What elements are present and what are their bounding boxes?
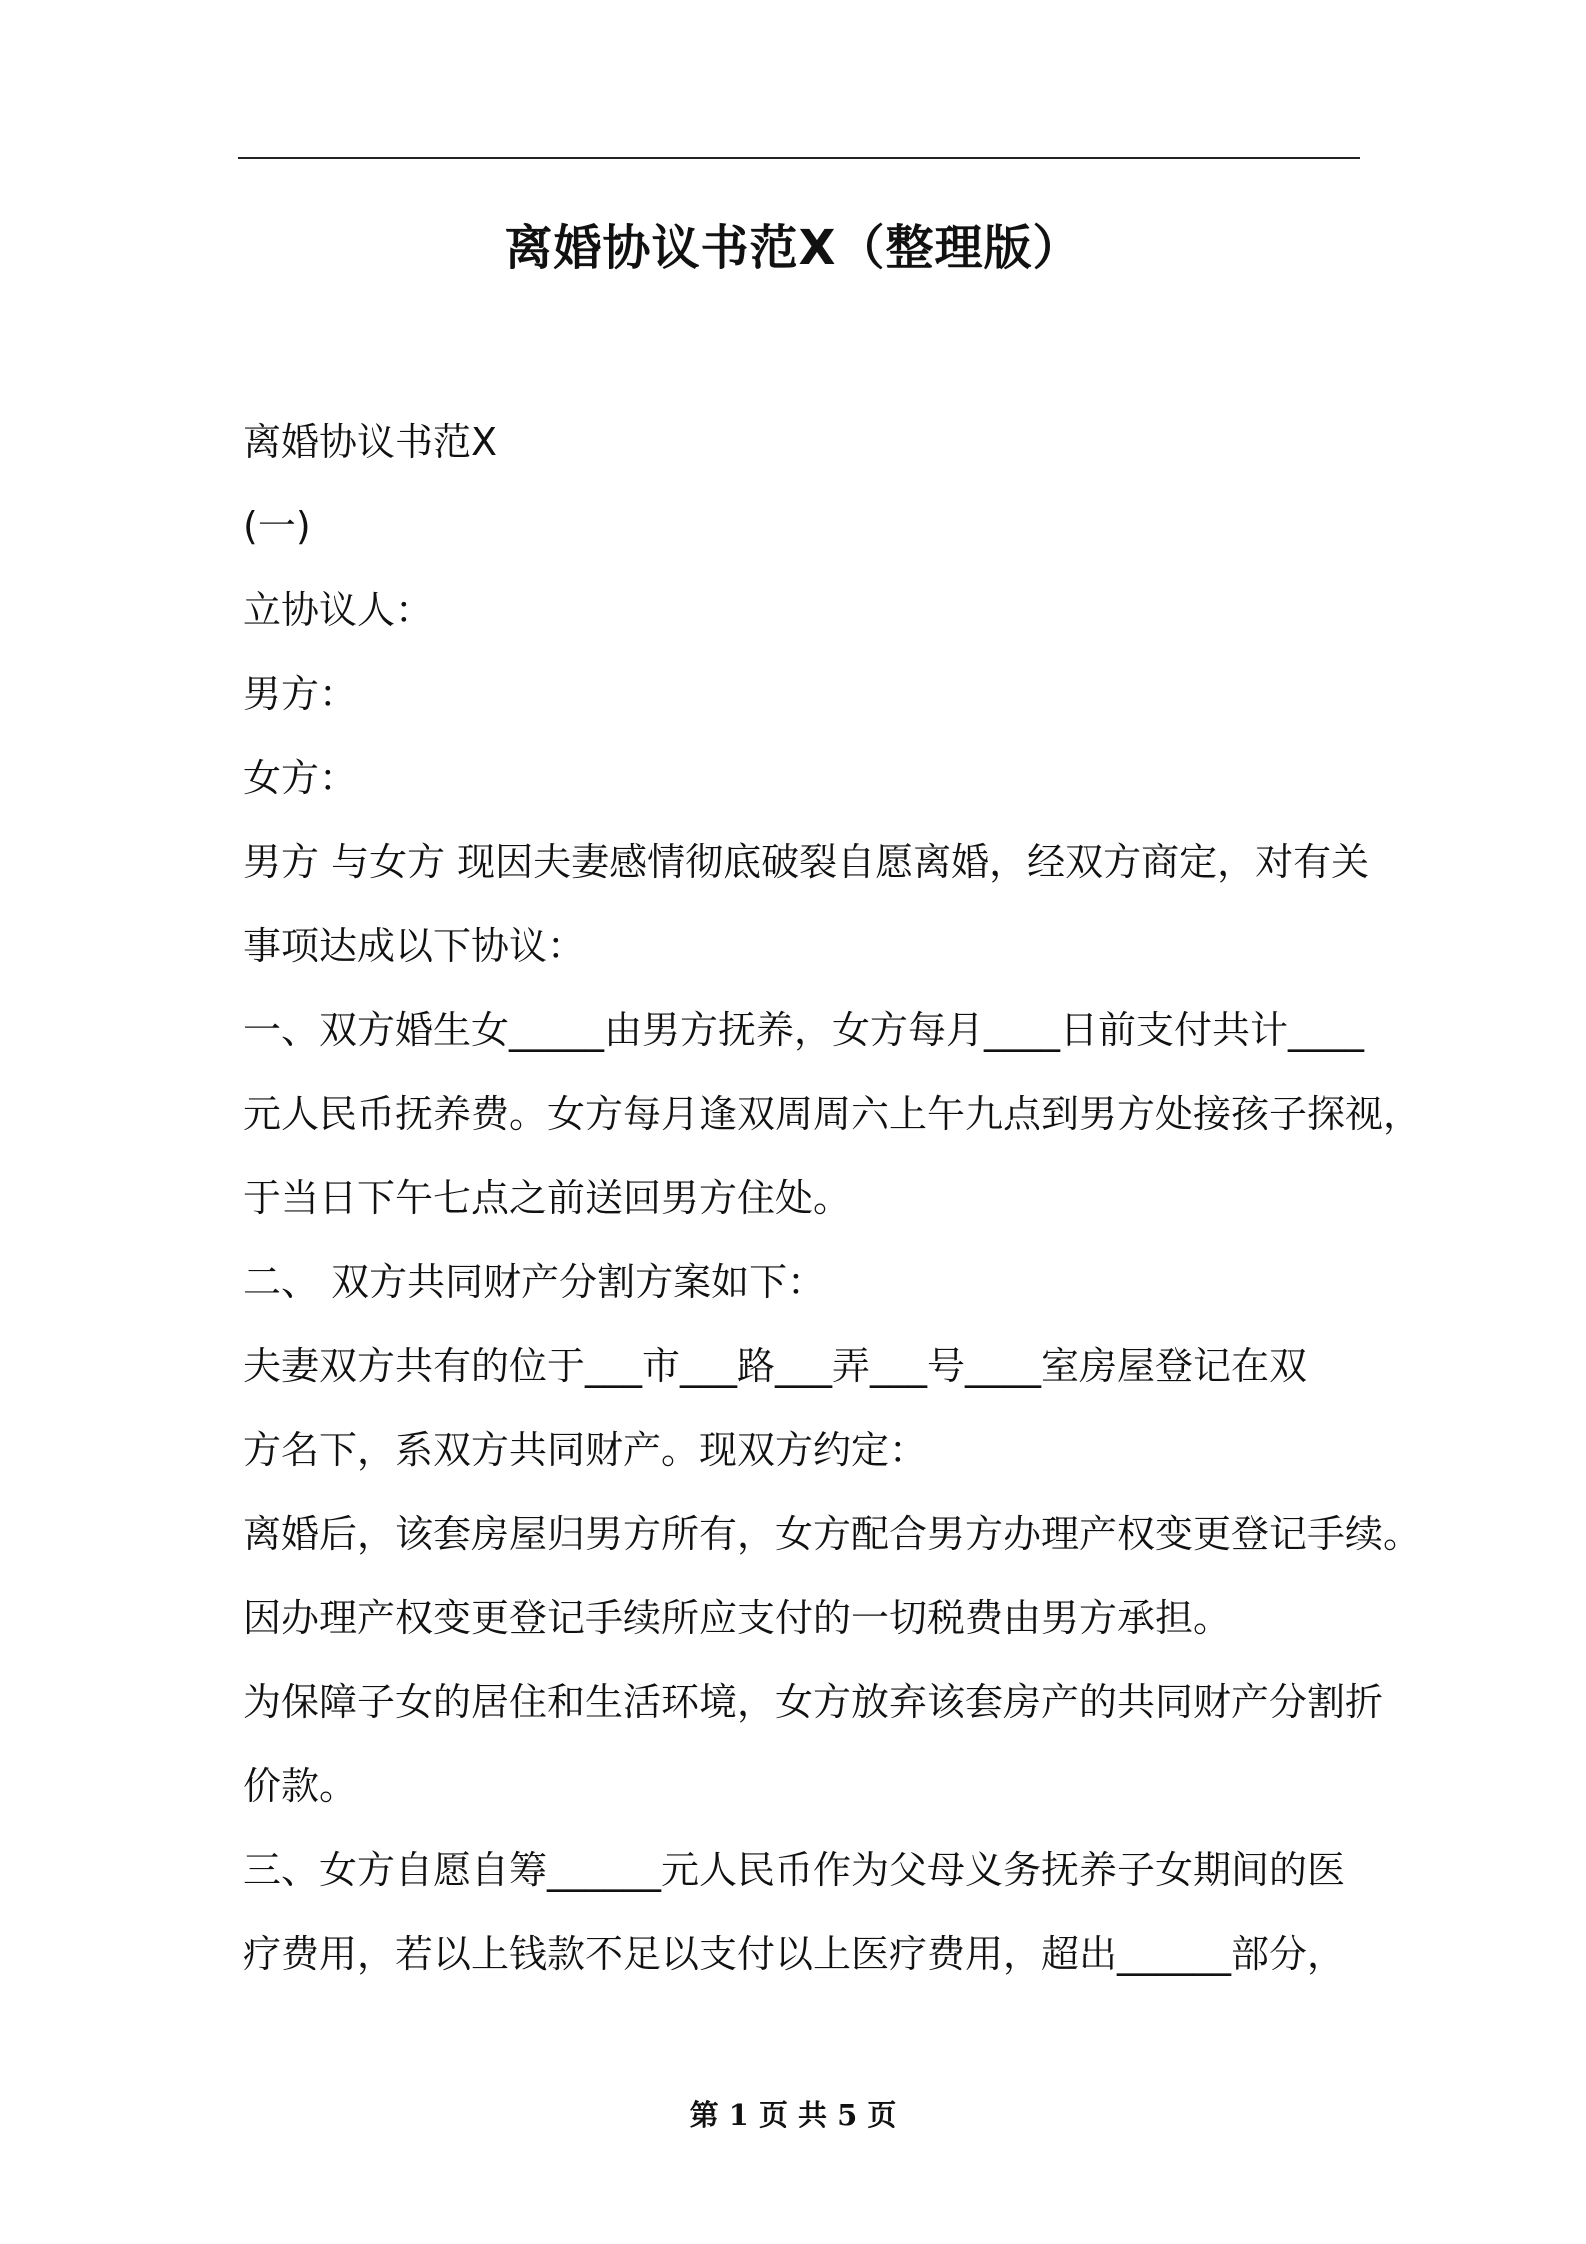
paragraph-line: (一) <box>243 504 311 548</box>
paragraph-line: 于当日下午七点之前送回男方住处。 <box>243 1176 852 1220</box>
page-number: 第 1 页 共 5 页 <box>689 2098 897 2132</box>
document-title: 离婚协议书范X（整理版） <box>504 220 1082 276</box>
paragraph-line: 男方 与女方 现因夫妻感情彻底破裂自愿离婚，经双方商定，对有关 <box>243 840 1370 884</box>
paragraph-line: 女方： <box>243 756 358 800</box>
paragraph-line: 二、 双方共同财产分割方案如下： <box>243 1260 826 1304</box>
header-rule <box>238 157 1360 159</box>
paragraph-line: 疗费用，若以上钱款不足以支付以上医疗费用，超出______部分， <box>243 1932 1346 1976</box>
paragraph-line: 方名下，系双方共同财产。现双方约定： <box>243 1428 928 1472</box>
paragraph-line: 为保障子女的居住和生活环境，女方放弃该套房产的共同财产分割折 <box>243 1680 1384 1724</box>
paragraph-line: 男方： <box>243 672 358 716</box>
paragraph-line: 夫妻双方共有的位于___市___路___弄___号____室房屋登记在双 <box>243 1344 1308 1388</box>
document-body <box>243 400 1422 1996</box>
paragraph-line: 元人民币抚养费。女方每月逢双周周六上午九点到男方处接孩子探视， <box>243 1092 1422 1136</box>
paragraph-line: 一、双方婚生女_____由男方抚养，女方每月____日前支付共计____ <box>243 1008 1365 1052</box>
paragraph-line: 因办理产权变更登记手续所应支付的一切税费由男方承担。 <box>243 1596 1232 1640</box>
paragraph-line: 立协议人： <box>243 588 434 632</box>
paragraph-line: 事项达成以下协议： <box>243 924 586 968</box>
paragraph-line: 离婚后，该套房屋归男方所有，女方配合男方办理产权变更登记手续。 <box>243 1512 1422 1556</box>
paragraph-line: 离婚协议书范X <box>243 420 498 464</box>
paragraph-line: 三、女方自愿自筹______元人民币作为父母义务抚养子女期间的医 <box>243 1848 1346 1892</box>
paragraph-line: 价款。 <box>243 1764 358 1808</box>
